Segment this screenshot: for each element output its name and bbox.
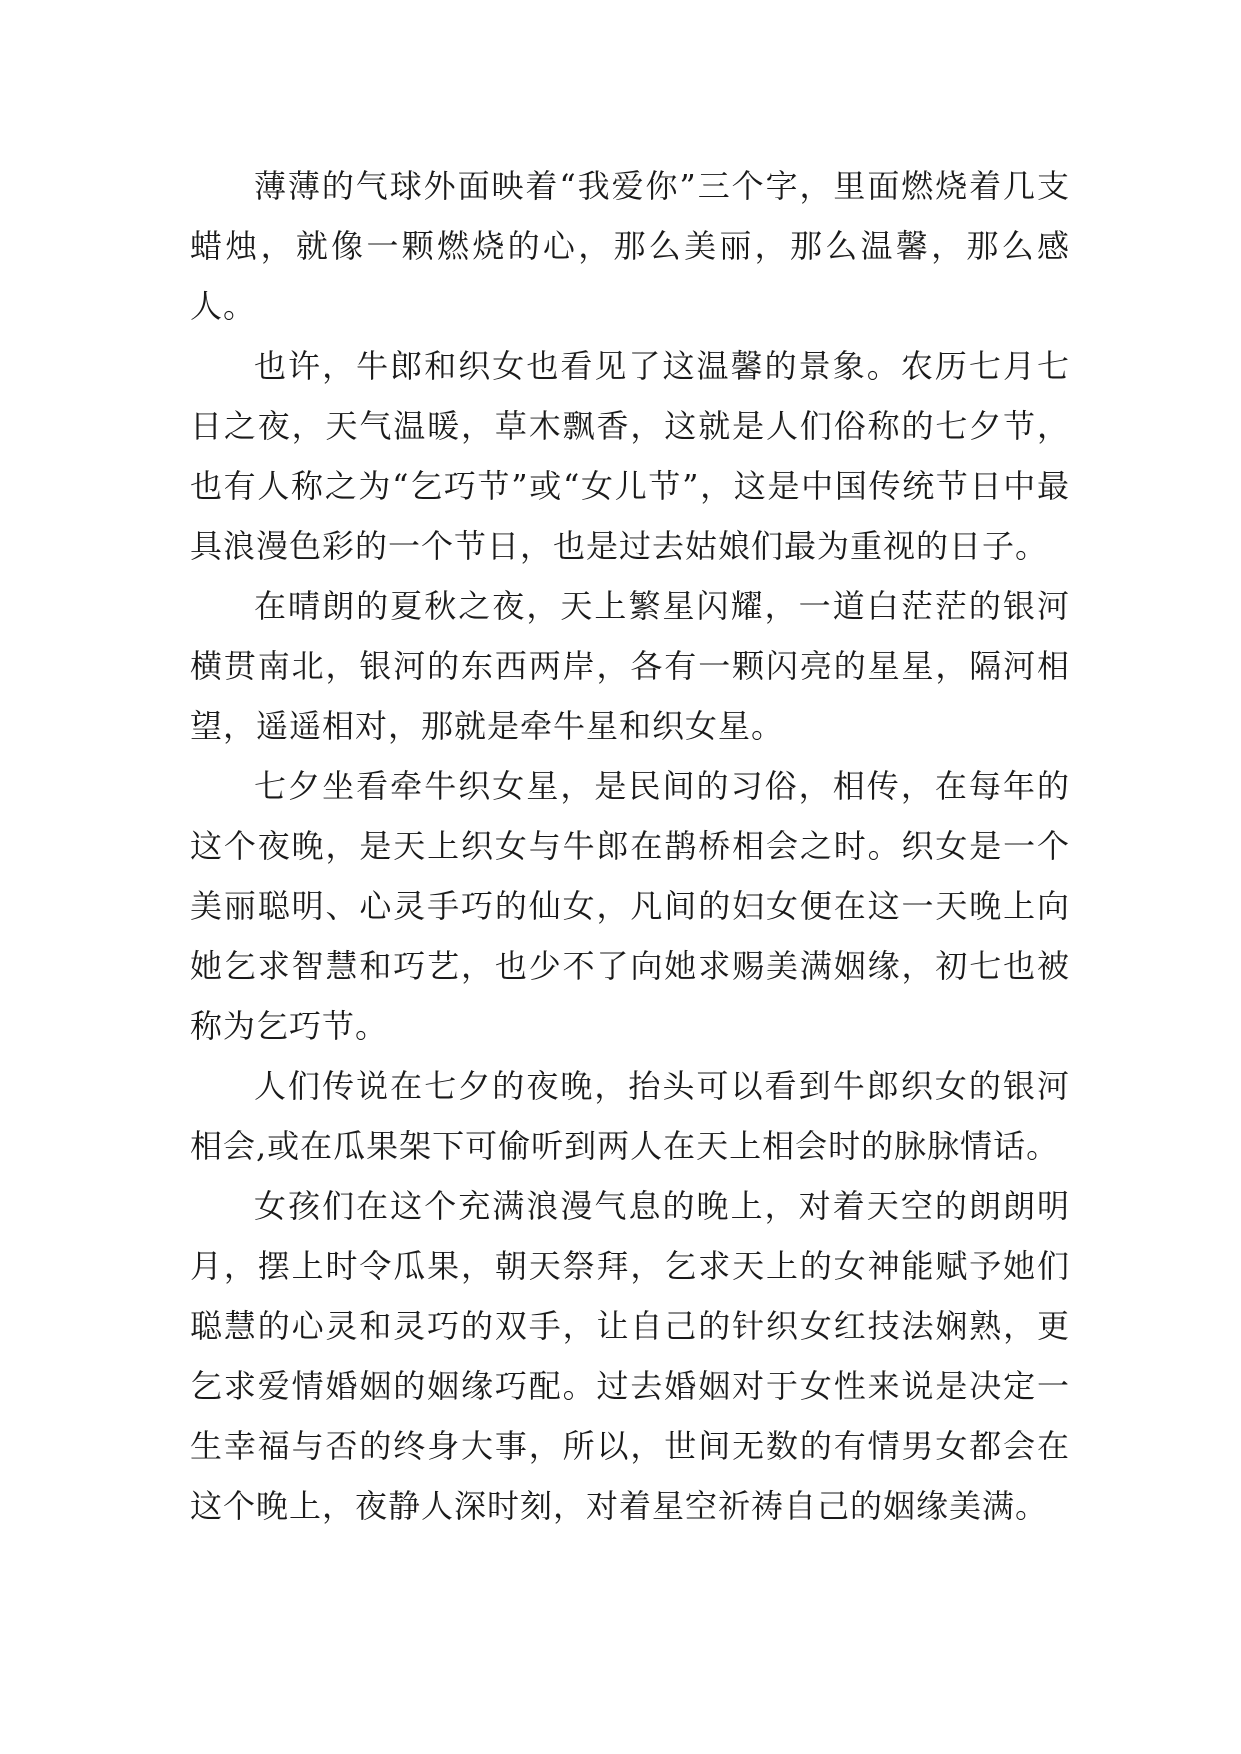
paragraph-custom: 七夕坐看牵牛织女星，是民间的习俗，相传，在每年的这个夜晚，是天上织女与牛郎在鹊桥相会之时。织女是一个美丽聪明、心灵手巧的仙女，凡间的妇女便在这一天晚上向她乞求智慧和巧艺，也少不了向她求赐美满姻缘，初七也被称为乞巧节。 <box>190 767 1070 1045</box>
paragraph-balloon: 薄薄的气球外面映着“我爱你”三个字，里面燃烧着几支蜡烛，就像一颗燃烧的心，那么美丽，那么温馨，那么感人。 <box>190 167 1070 325</box>
paragraph-qixi-festival: 也许，牛郎和织女也看见了这温馨的景象。农历七月七日之夜，天气温暖，草木飘香，这就是人们俗称的七夕节，也有人称之为“乞巧节”或“女儿节”，这是中国传统节日中最具浪漫色彩的一个节日，也是过去姑娘们最为重视的日子。 <box>190 347 1070 565</box>
paragraph-legend: 人们传说在七夕的夜晚，抬头可以看到牛郎织女的银河相会,或在瓜果架下可偷听到两人在天上相会时的脉脉情话。 <box>190 1067 1070 1165</box>
document-body <box>190 156 1070 1536</box>
paragraph-girls-prayer: 女孩们在这个充满浪漫气息的晚上，对着天空的朗朗明月，摆上时令瓜果，朝天祭拜，乞求天上的女神能赋予她们聪慧的心灵和灵巧的双手，让自己的针织女红技法娴熟，更乞求爱情婚姻的姻缘巧配。过去婚姻对于女性来说是决定一生幸福与否的终身大事，所以，世间无数的有情男女都会在这个晚上，夜静人深时刻，对着星空祈祷自己的姻缘美满。 <box>190 1187 1070 1525</box>
paragraph-milky-way: 在晴朗的夏秋之夜，天上繁星闪耀，一道白茫茫的银河横贯南北，银河的东西两岸，各有一颗闪亮的星星，隔河相望，遥遥相对，那就是牵牛星和织女星。 <box>190 587 1070 745</box>
